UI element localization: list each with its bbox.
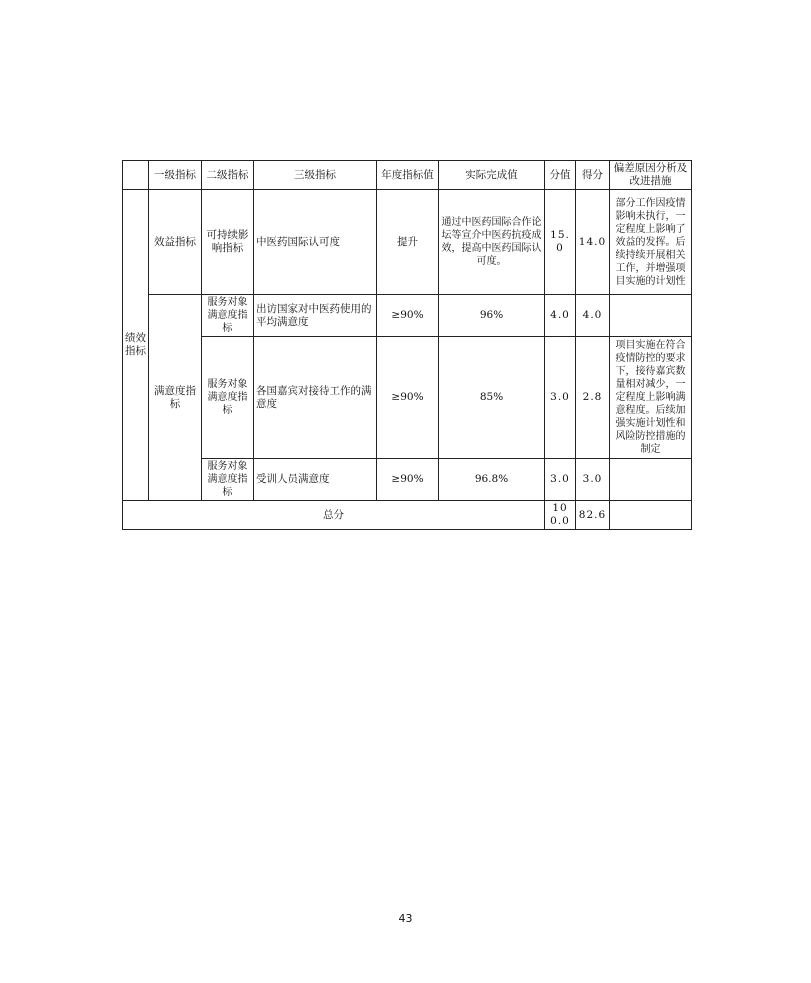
analysis-cell: 项目实施在符合疫情防控的要求下，接待嘉宾数量相对减少，一定程度上影响满意程度。后续加强实施计划性和风险防控措施的制定 [610, 337, 692, 459]
header-analysis: 偏差原因分析及改进措施 [610, 161, 692, 190]
header-corner-cell [123, 161, 149, 190]
level3-cell: 出访国家对中医药使用的平均满意度 [254, 295, 377, 337]
header-actual: 实际完成值 [439, 161, 545, 190]
group-benefit: 效益指标 [149, 190, 202, 295]
total-row [123, 501, 692, 530]
header-target: 年度指标值 [377, 161, 439, 190]
target-cell: 提升 [377, 190, 439, 295]
target-cell: ≥90% [377, 459, 439, 501]
group-satisfaction: 满意度指标 [149, 295, 202, 501]
page-number: 43 [398, 912, 413, 925]
target-cell: ≥90% [377, 295, 439, 337]
performance-table [122, 160, 692, 530]
header-row [123, 161, 692, 190]
header-score: 得分 [576, 161, 610, 190]
actual-cell: 96.8% [439, 459, 545, 501]
level3-cell: 各国嘉宾对接待工作的满意度 [254, 337, 377, 459]
analysis-cell: 部分工作因疫情影响未执行，一定程度上影响了效益的发挥。后续持续开展相关工作，并增强项目实施的计划性 [610, 190, 692, 295]
level2-cell: 服务对象满意度指标 [202, 459, 254, 501]
score-value-cell: 3.0 [545, 459, 576, 501]
score-cell: 2.8 [576, 337, 610, 459]
table-row [123, 459, 692, 501]
score-cell: 4.0 [576, 295, 610, 337]
score-value-cell: 4.0 [545, 295, 576, 337]
level2-cell: 服务对象满意度指标 [202, 295, 254, 337]
total-score: 82.6 [576, 501, 610, 530]
score-cell: 3.0 [576, 459, 610, 501]
level3-cell: 中医药国际认可度 [254, 190, 377, 295]
score-cell: 14.0 [576, 190, 610, 295]
total-score-value: 100.0 [545, 501, 576, 530]
level2-cell: 可持续影响指标 [202, 190, 254, 295]
score-value-cell: 15.0 [545, 190, 576, 295]
actual-cell: 通过中医药国际合作论坛等宣介中医药抗疫成效，提高中医药国际认可度。 [439, 190, 545, 295]
total-label: 总分 [123, 501, 545, 530]
header-level1: 一级指标 [149, 161, 202, 190]
total-analysis-cell [610, 501, 692, 530]
target-cell: ≥90% [377, 337, 439, 459]
header-level2: 二级指标 [202, 161, 254, 190]
analysis-cell [610, 459, 692, 501]
header-level3: 三级指标 [254, 161, 377, 190]
level2-cell: 服务对象满意度指标 [202, 337, 254, 459]
actual-cell: 85% [439, 337, 545, 459]
score-value-cell: 3.0 [545, 337, 576, 459]
actual-cell: 96% [439, 295, 545, 337]
header-score-value: 分值 [545, 161, 576, 190]
level3-cell: 受训人员满意度 [254, 459, 377, 501]
category-cell: 绩效指标 [123, 190, 149, 501]
table-row [123, 295, 692, 337]
table-row [123, 190, 692, 295]
analysis-cell [610, 295, 692, 337]
table-row [123, 337, 692, 459]
